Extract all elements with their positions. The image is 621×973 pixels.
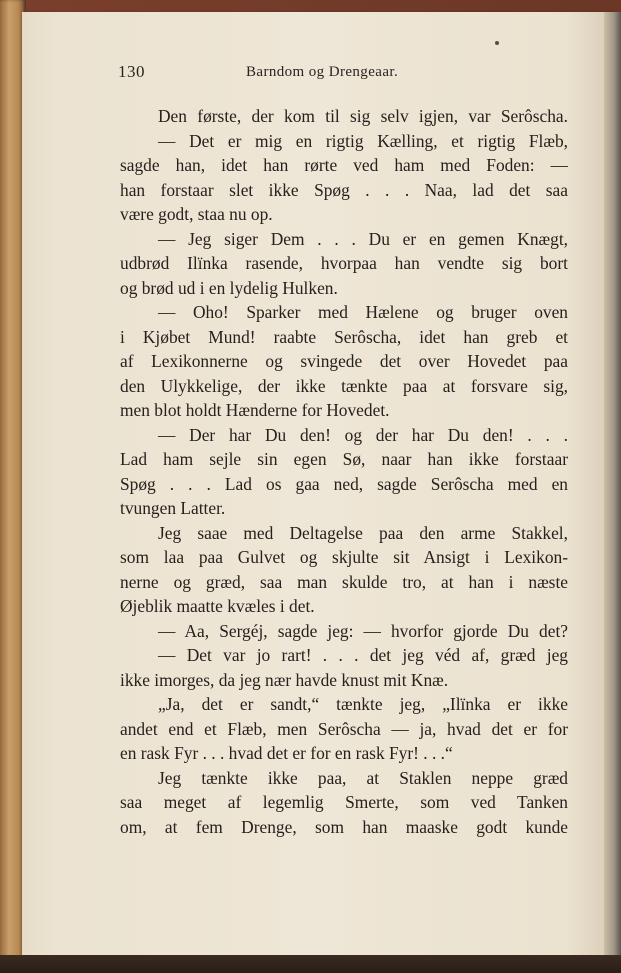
text-line: være godt, staa nu op. — [120, 204, 273, 224]
body-text — [120, 104, 568, 839]
text-line: tvungen Latter. — [120, 498, 226, 518]
text-line: Lad ham sejle sin egen Sø, naar han ikke forstaar — [120, 449, 568, 469]
ink-speck — [495, 41, 499, 45]
text-line: saa meget af legemlig Smerte, som ved Tanken — [120, 792, 568, 812]
text-line: Spøg . . . Lad os gaa ned, sagde Serôscha med en — [120, 473, 568, 494]
text-line: andet end et Flæb, men Serôscha — ja, hvad det er for — [120, 718, 568, 739]
text-line: han forstaar slet ikke Spøg . . . Naa, lad det saa — [120, 179, 568, 200]
text-line: Øjeblik maatte kvæles i det. — [120, 596, 315, 616]
text-line: „Ja, det er sandt,“ tænkte jeg, „Ilïnka er ikke — [158, 694, 568, 714]
text-line: Jeg tænkte ikke paa, at Staklen neppe græd — [158, 767, 568, 788]
page-bottom-edge — [0, 955, 621, 973]
page-number: 130 — [118, 62, 145, 81]
text-line: om, at fem Drenge, som han maaske godt kunde — [120, 816, 568, 837]
text-line: Jeg saae med Deltagelse paa den arme Stakkel, — [158, 522, 568, 543]
text-line: Den første, der kom til sig selv igjen, var Serôscha. — [158, 106, 568, 126]
text-line: — Jeg siger Dem . . . Du er en gemen Knægt, — [158, 228, 568, 249]
text-line: en rask Fyr . . . hvad det er for en rask Fyr! . . .“ — [120, 743, 453, 763]
running-head-title: Barndom og Drengeaar. — [246, 64, 399, 80]
text-line: — Oho! Sparker med Hælene og bruger oven — [158, 302, 568, 322]
text-line: — Der har Du den! og der har Du den! . . . — [158, 424, 568, 445]
text-line: nerne og græd, saa man skulde tro, at han i næste — [120, 571, 568, 592]
text-line: den Ulykkelige, der ikke tænkte paa at forsvare sig, — [120, 375, 568, 396]
text-line: som laa paa Gulvet og skjulte sit Ansigt i Lexikon- — [120, 547, 568, 567]
text-line: — Det er mig en rigtig Kælling, et rigtig Flæb, — [158, 130, 568, 151]
running-head — [118, 62, 568, 86]
text-line: ikke imorges, da jeg nær havde knust mit Knæ. — [120, 669, 449, 690]
text-line: i Kjøbet Mund! raabte Serôscha, idet han greb et — [120, 326, 568, 347]
text-line: men blot holdt Hænderne for Hovedet. — [120, 400, 390, 420]
text-line: af Lexikonnerne og svingede det over Hovedet paa — [120, 351, 568, 371]
page-gutter-shadow — [604, 12, 621, 957]
text-line: udbrød Ilïnka rasende, hvorpaa han vendte sig bort — [120, 253, 568, 273]
text-line: — Det var jo rart! . . . det jeg véd af, græd jeg — [158, 645, 568, 665]
text-line: sagde han, idet han rørte ved ham med Foden: — — [120, 155, 568, 175]
text-line: og brød ud i en lydelig Hulken. — [120, 277, 338, 298]
text-line: — Aa, Sergéj, sagde jeg: — hvorfor gjorde Du det? — [158, 620, 568, 641]
